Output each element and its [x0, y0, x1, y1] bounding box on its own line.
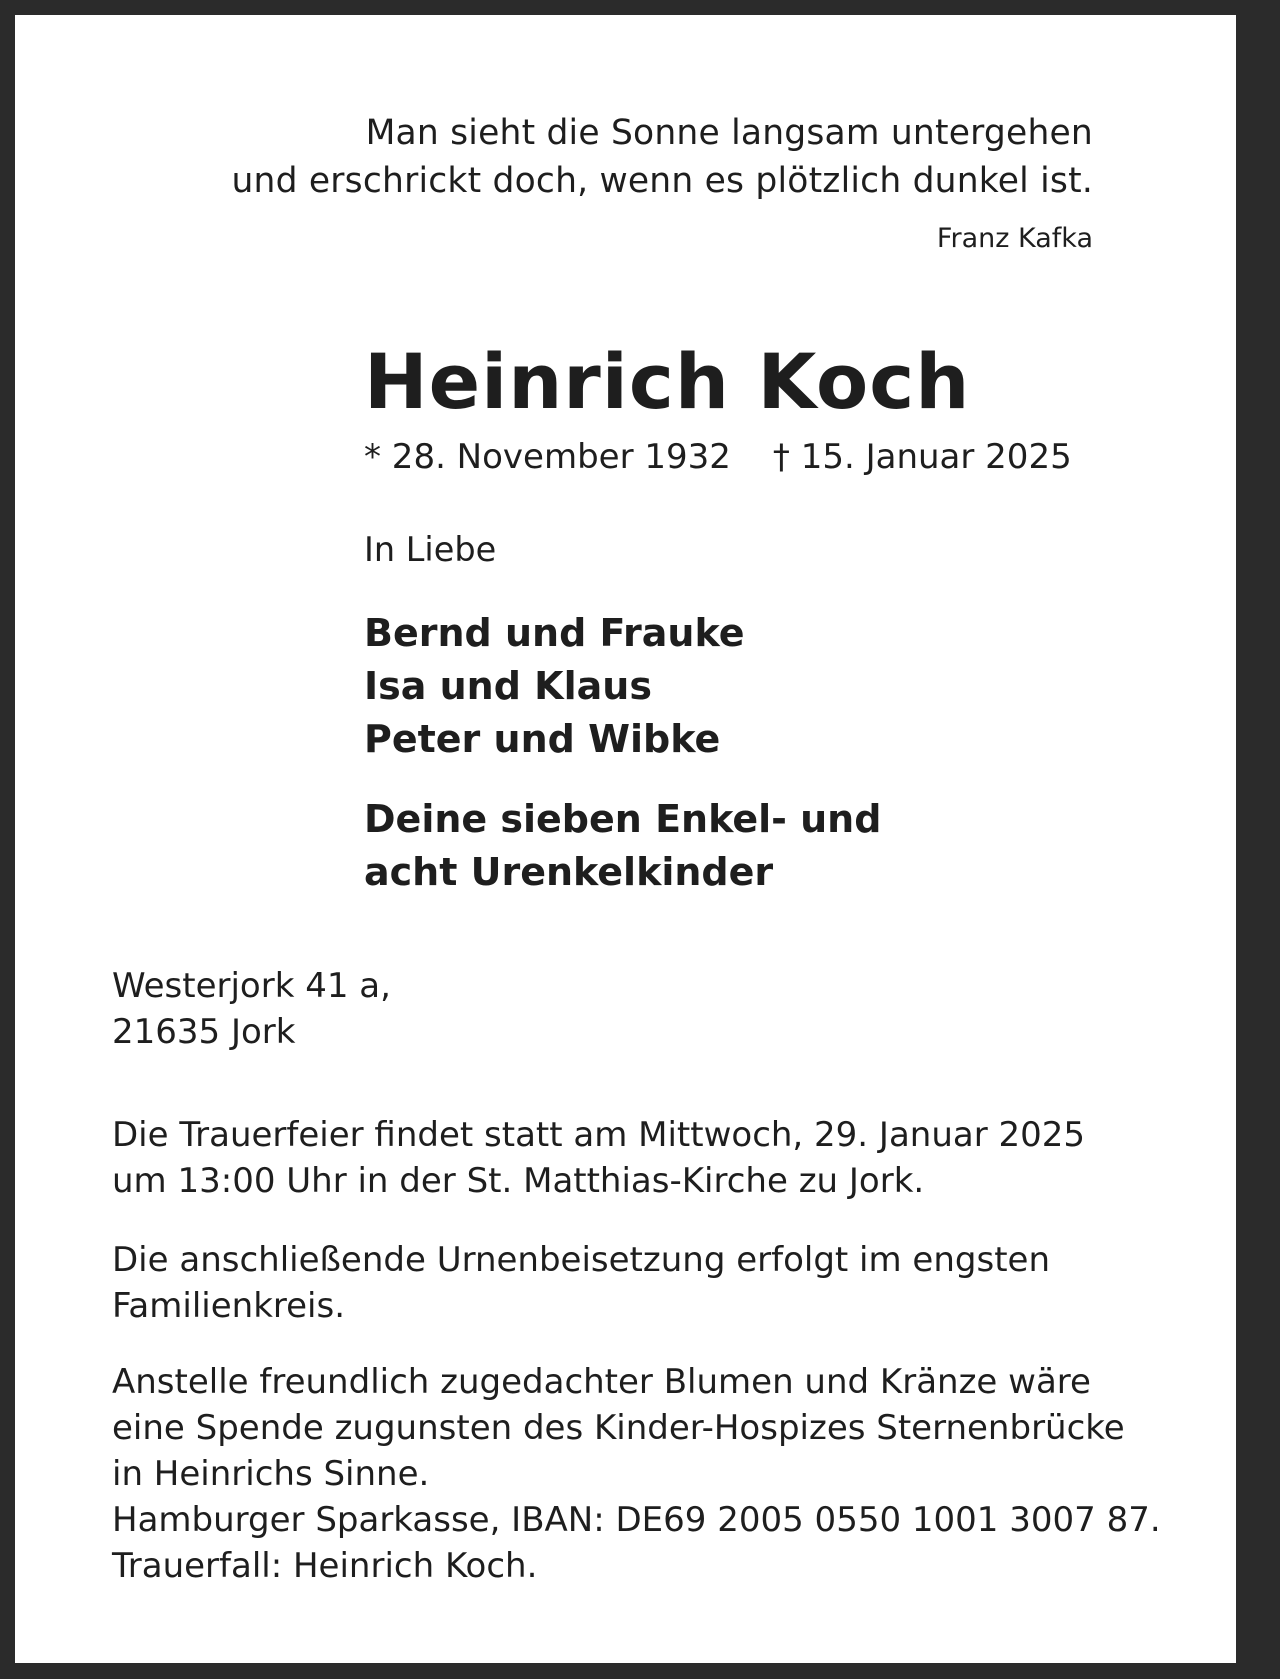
- family-member: Bernd und Frauke: [364, 611, 745, 655]
- obituary-notice: [15, 15, 1236, 1663]
- grandchildren-text: Deine sieben Enkel- und: [364, 797, 882, 841]
- grandchildren-text: acht Urenkelkinder: [364, 850, 774, 894]
- death-date: † 15. Januar 2025: [772, 437, 1072, 477]
- grandchildren-line: [364, 793, 881, 899]
- address-line: Westerjork 41 a,: [112, 966, 391, 1006]
- bank-details: Hamburger Sparkasse, IBAN: DE69 2005 0550 1001 3007 87.: [112, 1500, 1161, 1540]
- donation-line: Anstelle freundlich zugedachter Blumen und Kränze wäre: [112, 1362, 1091, 1402]
- donation-notice: [112, 1359, 1161, 1589]
- mourning-address: [112, 963, 391, 1055]
- service-line: um 13:00 Uhr in der St. Matthias-Kirche zu Jork.: [112, 1161, 925, 1201]
- family-list: [364, 607, 744, 766]
- quote-line: und erschrickt doch, wenn es plötzlich dunkel ist.: [231, 161, 1093, 201]
- quote-author: Franz Kafka: [936, 223, 1093, 254]
- address-line: 21635 Jork: [112, 1012, 296, 1052]
- deceased-name: Heinrich Koch: [364, 337, 971, 426]
- donation-line: in Heinrichs Sinne.: [112, 1454, 430, 1494]
- service-line: Die Trauerfeier findet statt am Mittwoch, 29. Januar 2025: [112, 1115, 1086, 1155]
- service-notice: [112, 1112, 1085, 1204]
- donation-line: eine Spende zugunsten des Kinder-Hospizes Sternenbrücke: [112, 1408, 1125, 1448]
- donation-reference: Trauerfall: Heinrich Koch.: [112, 1546, 538, 1586]
- family-member: Peter und Wibke: [364, 717, 721, 761]
- burial-line: Die anschließende Urnenbeisetzung erfolgt im engsten: [112, 1240, 1050, 1280]
- burial-line: Familienkreis.: [112, 1286, 346, 1326]
- family-member: Isa und Klaus: [364, 664, 652, 708]
- burial-notice: [112, 1237, 1050, 1329]
- life-dates: [364, 433, 1072, 481]
- birth-date: * 28. November 1932: [364, 437, 731, 477]
- in-love-intro: In Liebe: [364, 530, 497, 569]
- quote-line: Man sieht die Sonne langsam untergehen: [365, 113, 1093, 153]
- kafka-quote: [231, 109, 1093, 205]
